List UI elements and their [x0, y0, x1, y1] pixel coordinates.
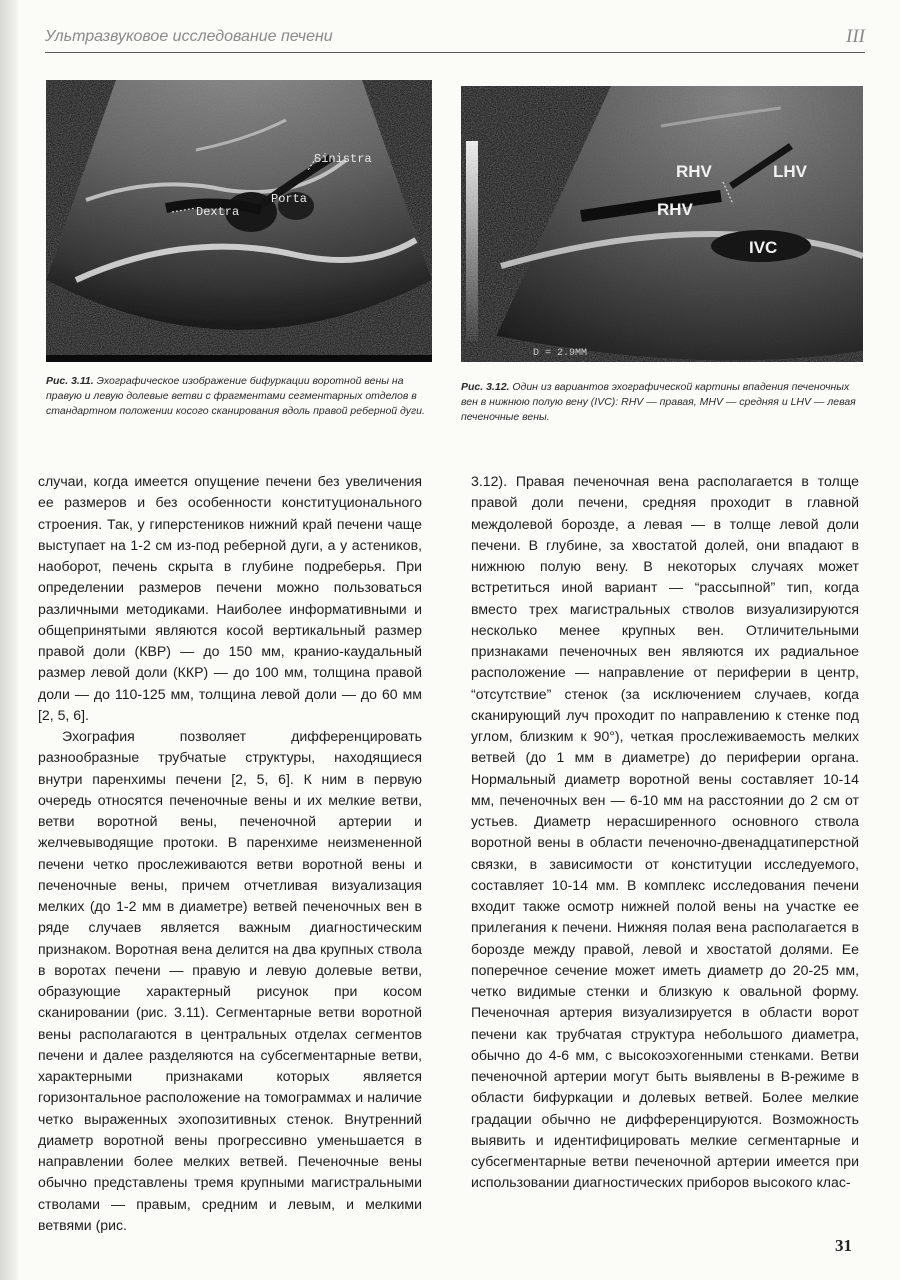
figure-3-11-sonogram: [46, 80, 432, 362]
scale-readout: D = 2.9MM: [533, 348, 588, 359]
left-paragraph-1: случаи, когда имеется опущение печени без увеличения ее размеров и без особенности конституционального строения. Так, у гиперстеников нижний край печени чаще выступает на 1-2 см из-под реберной дуги, а у астеников, наоборот, печень скрыта в глубине подреберья. При определении размеров печени можно пользоваться различными методиками. Наиболее информативными и общепринятыми являются косой вертикальный размер правой доли (КВР) — до 150 мм, кранио-каудальный размер левой доли (ККР) — до 100 мм, толщина правой доли — до 110-125 мм, толщина левой доли — до 60 мм [2, 5, 6].: [38, 473, 422, 723]
page-number: 31: [835, 1236, 852, 1255]
text-column-right: [471, 471, 859, 1194]
figure-3-12-caption-number: Рис. 3.12.: [461, 381, 510, 393]
figure-3-12-caption-text: Один из вариантов эхографической картины впадения печеночных вен в нижнюю полую вену (IVC): RHV — правая, MHV — средняя и LHV — левая печеночные вены.: [461, 381, 856, 423]
label-sinistra: Sinistra: [314, 152, 372, 166]
text-column-left: [38, 471, 422, 1236]
label-dextra: Dextra: [196, 205, 240, 219]
figure-3-11-caption-text: Эхографическое изображение бифуркации воротной вены на правую и левую долевые ветви с фрагментами сегментарных отделов в стандартном положении косого сканирования вдоль правой реберной дуги.: [46, 375, 425, 417]
running-header-title: Ультразвуковое исследование печени: [45, 28, 333, 45]
left-paragraph-2: Эхография позволяет дифференцировать разнообразные трубчатые структуры, находящиеся внутри паренхимы печени [2, 5, 6]. К ним в первую очередь относятся печеночные вены и их мелкие ветви, ветви воротной вены, печеночной артерии и желчевыводящие протоки. В паренхиме неизмененной печени четко прослеживаются ветви воротной вены и печеночные вены, причем отчетливая визуализация мелких (до 1-2 мм в диаметре) ветвей печеночных вен в ряде случаев является важным диагностическим признаком. Воротная вена делится на два крупных ствола в воротах печени — правую и левую долевые ветви, образующие характерный рисунок при косом сканировании (рис. 3.11). Сегментарные ветви воротной вены располагаются в центральных отделах сегментов печени и далее разделяются на субсегментарные ветви, характерными признаками которых является горизонтальное расположение на томограммах и наличие четко выраженных эхопозитивных стенок. Внутренний диаметр воротной вены прогрессивно уменьшается в направлении более мелких ветвей. Печеночные вены обычно представлены тремя крупными магистральными стволами — правым, средним и левым, и мелкими ветвями (рис.: [38, 728, 422, 1233]
label-ivc: IVC: [749, 238, 778, 257]
figure-3-11-ultrasound-image: [46, 80, 432, 362]
figure-3-12-sonogram: [461, 86, 863, 362]
figure-3-12-caption: [461, 380, 863, 425]
figure-3-11-caption: [46, 374, 436, 419]
figure-3-12-ultrasound-image: [461, 86, 863, 362]
label-rhv-upper: RHV: [676, 162, 712, 181]
figure-3-11-caption-number: Рис. 3.11.: [46, 375, 94, 387]
label-porta: Porta: [271, 192, 308, 206]
chapter-number: III: [846, 26, 865, 47]
running-header: [45, 26, 865, 53]
label-lhv: LHV: [773, 162, 807, 181]
label-rhv-lower: RHV: [657, 200, 693, 219]
book-spine-shadow: [0, 0, 18, 1280]
right-paragraph-1: 3.12). Правая печеночная вена располагается в толще правой доли печени, средняя проходит в главной междолевой борозде, а левая — в толще левой доли печени. В глубине, за хвостатой долей, они впадают в нижнюю полую вену. В некоторых случаях может встретиться иной вариант — “рассыпной” тип, когда вместо трех магистральных стволов визуализируются несколько менее крупных вен. Отличительными признаками печеночных вен являются их радиальное расположение — направление от периферии в центр, “отсутствие” стенок (за исключением случаев, когда сканирующий луч проходит по направлению к стенке под углом, близким к 90°), четкая прослеживаемость мелких ветвей (до 1 мм в диаметре) до периферии органа. Нормальный диаметр воротной вены составляет 10-14 мм, печеночных вен — 6-10 мм на расстоянии до 2 см от устьев. Диаметр нерасширенного основного ствола воротной вены в области печеночно-двенадцатиперстной связки, в зависимости от конституции исследуемого, составляет 10-14 мм. В комплекс исследования печени входит также осмотр нижней полой вены на участке ее прилегания к печени. Нижняя полая вена располагается в борозде между правой, левой и хвостатой долями. Ее поперечное сечение может иметь диаметр до 20-25 мм, четко видимые стенки и близкую к овальной форму. Печеночная артерия визуализируется в области ворот печени как трубчатая структура небольшого диаметра, обычно до 4-6 мм, с высокоэхогенными стенками. Ветви печеночной артерии могут быть выявлены в В-режиме в области бифуркации и долевых ветвей. Более мелкие градации обычно не дифференцируются. Возможность выявить и идентифицировать мелкие сегментарные и субсегментарные ветви печеночной артерии имеется при использовании диагностических приборов высокого клас-: [471, 473, 859, 1191]
